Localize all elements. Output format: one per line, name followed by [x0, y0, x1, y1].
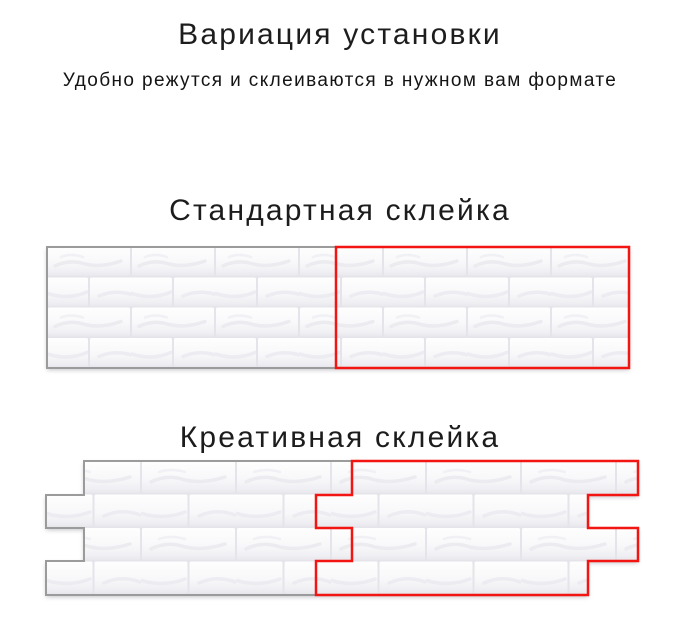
standard-gluing-graphic [0, 240, 680, 378]
standard-brick-wall [47, 247, 629, 368]
page-title: Вариация установки [178, 18, 502, 51]
creative-section-title: Креативная склейка [179, 421, 501, 454]
standard-section-title: Стандартная склейка [169, 194, 511, 227]
creative-left-panel-shape [46, 461, 352, 595]
page-subtitle: Удобно режутся и склеиваются в нужном вам формате [62, 70, 618, 91]
creative-gluing-graphic [0, 454, 680, 612]
